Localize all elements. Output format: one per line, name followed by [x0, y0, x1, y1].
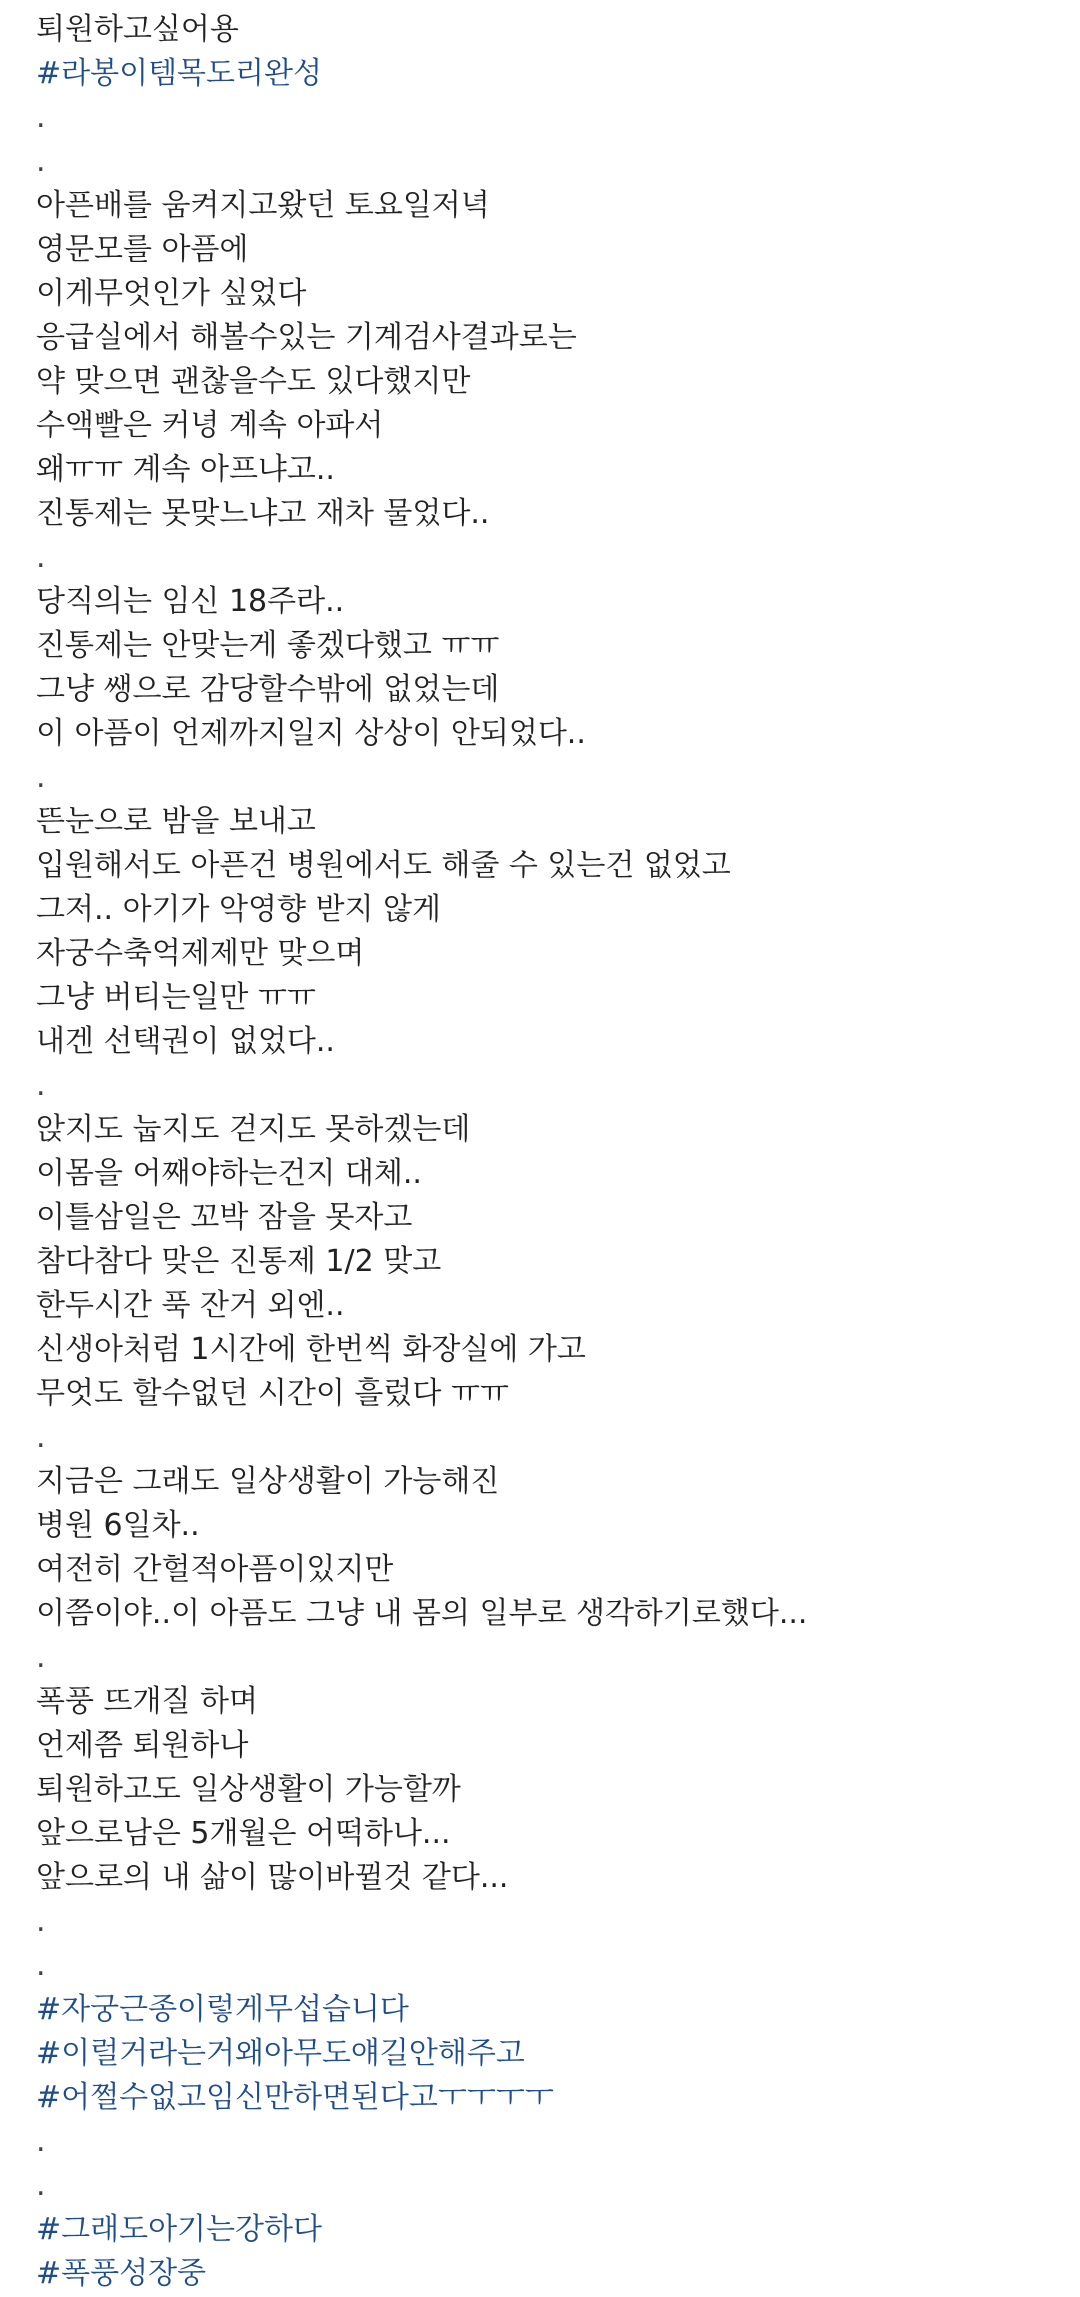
hashtag-link[interactable]: #그래도아기는강하다: [36, 2212, 322, 2247]
separator-dot: .: [36, 1068, 46, 1103]
post-text-line: 앞으로남은 5개월은 어떡하나...: [36, 1816, 451, 1851]
separator-dot: .: [36, 100, 46, 135]
separator-dot: .: [36, 1948, 46, 1983]
post-text-line: 앉지도 눕지도 걷지도 못하겠는데: [36, 1112, 471, 1147]
separator-dot: .: [36, 540, 46, 575]
post-text-line: 여전히 간헐적아픔이있지만: [36, 1552, 394, 1587]
post-text-line: 왜ㅠㅠ 계속 아프냐고..: [36, 452, 335, 487]
hashtag-link[interactable]: #라봉이템목도리완성: [36, 56, 322, 91]
post-text-line: 응급실에서 해볼수있는 기계검사결과로는: [36, 320, 577, 355]
hashtag-link[interactable]: #자궁근종이렇게무섭습니다: [36, 1992, 409, 2027]
separator-dot: .: [36, 760, 46, 795]
post-text-line: 아픈배를 움켜지고왔던 토요일저녁: [36, 188, 490, 223]
post-text-line: 내겐 선택권이 없었다..: [36, 1024, 335, 1059]
post-text-line: 신생아처럼 1시간에 한번씩 화장실에 가고: [36, 1332, 586, 1367]
separator-dot: .: [36, 1640, 46, 1675]
post-text-line: 수액빨은 커녕 계속 아파서: [36, 408, 384, 443]
post-text-line: 진통제는 안맞는게 좋겠다했고 ㅠㅠ: [36, 628, 500, 663]
hashtag-link[interactable]: #어쩔수없고임신만하면된다고ㅜㅜㅜㅜ: [36, 2080, 554, 2115]
post-text-line: 퇴원하고싶어용: [36, 12, 239, 47]
separator-dot: .: [36, 144, 46, 179]
post-text-line: 한두시간 푹 잔거 외엔..: [36, 1288, 345, 1323]
post-text-line: 참다참다 맞은 진통제 1/2 맞고: [36, 1244, 442, 1279]
post-text-line: 그저.. 아기가 악영향 받지 않게: [36, 892, 441, 927]
post-text-line: 뜬눈으로 밤을 보내고: [36, 804, 316, 839]
post-text-line: 이몸을 어째야하는건지 대체..: [36, 1156, 422, 1191]
hashtag-line: [36, 52, 1046, 96]
separator-dot: .: [36, 1904, 46, 1939]
post-text-line: 이쯤이야..이 아픔도 그냥 내 몸의 일부로 생각하기로했다...: [36, 1596, 808, 1631]
separator-dot: .: [36, 2124, 46, 2159]
post-text-line: 이 아픔이 언제까지일지 상상이 안되었다..: [36, 716, 586, 751]
hashtag-line: [36, 2208, 1046, 2252]
post-text-line: 당직의는 임신 18주라..: [36, 584, 345, 619]
hashtag-link[interactable]: #폭풍성장중: [36, 2256, 207, 2291]
post-text-line: 자궁수축억제제만 맞으며: [36, 936, 365, 971]
hashtag-line: [36, 2076, 1046, 2120]
separator-dot: .: [36, 1420, 46, 1455]
post-text-line: 진통제는 못맞느냐고 재차 물었다..: [36, 496, 490, 531]
hashtag-line: [36, 2252, 1046, 2296]
post-text-line: 약 맞으면 괜찮을수도 있다했지만: [36, 364, 471, 399]
post-text-line: 그냥 버티는일만 ㅠㅠ: [36, 980, 316, 1015]
post-text-line: 퇴원하고도 일상생활이 가능할까: [36, 1772, 461, 1807]
separator-dot: .: [36, 2168, 46, 2203]
post-text-line: 언제쯤 퇴원하나: [36, 1728, 249, 1763]
post-text-line: 이게무엇인가 싶었다: [36, 276, 307, 311]
post-body: [36, 8, 1046, 2296]
post-text-line: 입원해서도 아픈건 병원에서도 해줄 수 있는건 없었고: [36, 848, 731, 883]
hashtag-link[interactable]: #이럴거라는거왜아무도얘길안해주고: [36, 2036, 525, 2071]
post-text-line: 이틀삼일은 꼬박 잠을 못자고: [36, 1200, 413, 1235]
post-text-line: 지금은 그래도 일상생활이 가능해진: [36, 1464, 500, 1499]
post-text-line: 병원 6일차..: [36, 1508, 200, 1543]
post-text-line: 영문모를 아픔에: [36, 232, 249, 267]
post-text-line: 무엇도 할수없던 시간이 흘렀다 ㅠㅠ: [36, 1376, 509, 1411]
post-text-line: 앞으로의 내 삶이 많이바뀔것 같다...: [36, 1860, 509, 1895]
hashtag-line: [36, 1988, 1046, 2032]
post-text-line: 폭풍 뜨개질 하며: [36, 1684, 258, 1719]
hashtag-line: [36, 2032, 1046, 2076]
post-text-line: 그냥 쌩으로 감당할수밖에 없었는데: [36, 672, 500, 707]
